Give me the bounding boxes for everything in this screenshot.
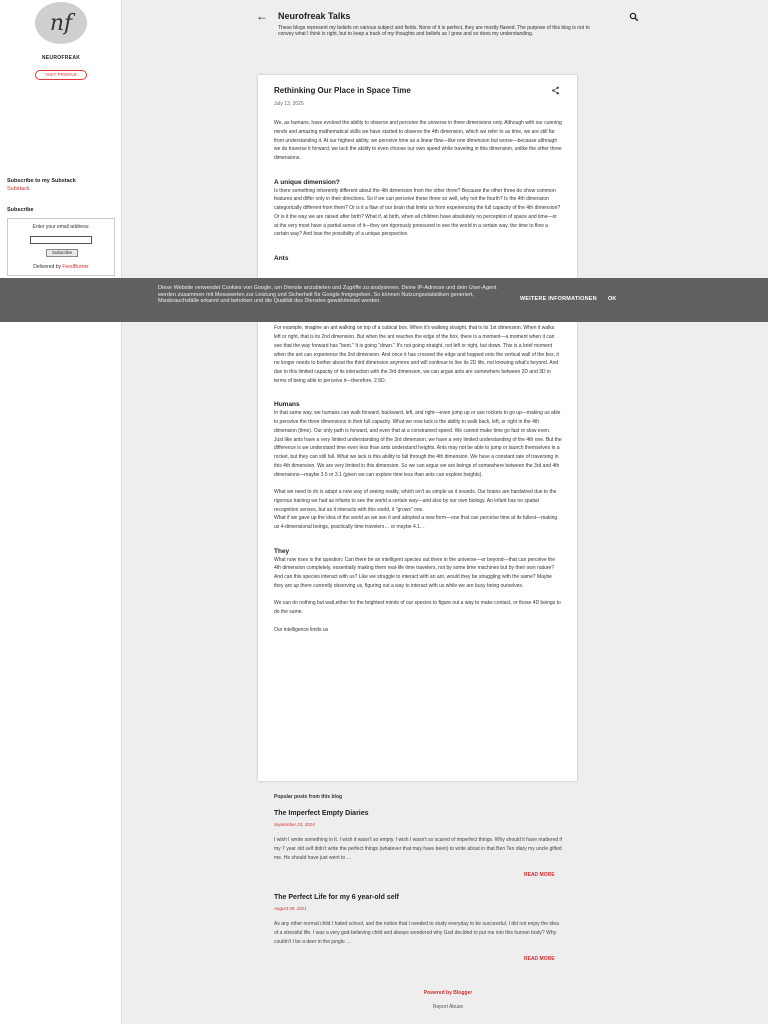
heading-they: They [274,547,290,555]
paragraph-humans-2: Just like ants have a very limited understanding of the 3rd dimension, we have a very limited understanding of the 4th one. But the difference is we understand time even less than ants understand heights. Ants may not be able to jump or launch themselves in a rocket, but they can still fall. What we lack is this ability to fall through the 4th dimension. We have a constant rate of traversing in this 4th dimension. We are very limited in this dimension. So we can argue we are beings of somewhere between the 3rd and 4th dimensions—maybe 3.5 or 3.1 (given we can explore time less than ants can explore heights). [274,436,562,478]
post-intro: We, as humans, have evolved the ability to observe and perceive the universe in three dimensions only. Although with our cunning minds and amazing mathematical skills we have started to observe the 4th dimension, which we refer to as time, we are still far from understanding it. At our highest ability, we perceive time as a linear flow—like one dimension but worse—because although we do traverse it forward, we lack the ability to even choose our own speed while traveling in this dimension, unlike the other three dimensions. [274,120,562,161]
report-abuse-link[interactable]: Report Abuse [432,1004,464,1010]
popular-posts-heading: Popular posts from this blog [274,794,343,800]
substack-widget [7,178,117,192]
email-input[interactable] [30,236,92,244]
subscribe-button[interactable]: Subscribe [46,249,78,257]
email-subscribe-form [7,218,115,276]
popular-post-snippet: As any other normal child I hated school, and the notion that I needed to study everyday to be successful. I did not enjoy the idea of a stressful life. I was a very god-believing child and always wondered why God decided to put me into this human body? Why couldn't I be a deer in the jungle … [274,921,559,945]
popular-post [274,894,564,947]
substack-title: Subscribe to my Substack [7,178,76,184]
cookie-banner [0,278,768,322]
share-icon[interactable] [551,86,560,95]
powered-by-blogger[interactable]: Powered by Blogger [423,990,473,996]
popular-post-date: August 09, 2021 [274,906,307,911]
cookie-more-info-button[interactable]: WEITERE INFORMATIONEN [520,296,597,302]
popular-post [274,810,564,863]
heading-unique-dimension: A unique dimension? [274,178,340,186]
search-icon[interactable] [629,12,639,22]
read-more-link[interactable]: READ MORE [524,956,555,962]
post-title[interactable]: Rethinking Our Place in Space Time [274,86,411,95]
visit-profile-button[interactable]: VISIT PROFILE [35,70,87,80]
post-body [274,119,562,634]
popular-post-title[interactable]: The Perfect Life for my 6 year-old self [274,894,399,901]
paragraph-humans-3: What we need to do is adapt a new way of seeing reality, which isn't as simple as it sounds. Our brains are hardwired due to the rigorous training we had as infants to see the world a certain way—and also by our own biology. An infant has no spatial recognition senses, but as it interacts with this world, it "grows" one. [274,489,557,513]
post-date: July 13, 2025 [274,101,304,107]
popular-post-snippet: I wish I wrote something in it. I wish it wasn't so empty. I wish I wasn't so scared of imperfect things. Why should it have mattered if my 7 year old self didn't write the perfect things (whatever that may have been) to write about in that Ben Ten diary my uncle gifted me. He should have just went to … [274,837,563,861]
email-label: Enter your email address: [32,224,90,230]
substack-link[interactable]: Substack [7,186,30,192]
paragraph-they: What now rises is the question: Can there be an intelligent species out there in the universe—or beyond—that can perceive the 4th dimension completely, essentially making them real-life time travelers, not by some time machines but by their own nature? And can this species interact with us? Like we struggle to interact with an ant, would they be struggling with the same? Maybe they are up there currently observing us, figuring out a way to interact with us while we are busy being ourselves. [274,556,555,589]
heading-ants: Ants [274,254,289,262]
cookie-text: Diese Website verwendet Cookies von Google, um Dienste anzubieten und Zugriffe zu analysieren. Deine IP-Adresse und dein User-Agent werden zusammen mit Messwerten zur Leistung und Sicherheit für Google freigegeben. So können Nutzungsstatistiken generiert, Missbrauchsfälle erkannt und behoben und die Qualität des Dienstes gewährleistet werden. [158,285,497,304]
profile-name: NEUROFREAK [41,55,81,61]
delivered-by [8,264,114,270]
subscribe-title: Subscribe [7,207,34,213]
paragraph-humans-1: In that same way, we humans can walk forward, backward, left, and right—even jump up or use rockets to go up—making us able to perceive the three dimensions in their full capacity. What we now lack is the ability to walk back, left, or right in the 4th dimension (time). Our only path is forward, and even that at a constrained speed. We cannot make time go fast or slow even. [274,410,561,434]
paragraph-end: We can do nothing but wait,either for the brightest minds of our species to figure out a way to make contact, or those 4D beings to do the same. [274,600,561,615]
feedburner-link[interactable]: FeedBurner [62,264,89,270]
read-more-link[interactable]: READ MORE [524,872,555,878]
paragraph-humans-4: What if we gave up the idea of the world as we see it and adopted a new form—one that can perceive time at its fullest—making us 4-dimensional beings, practically time travelers… or maybe 4.1… [274,515,558,530]
paragraph-final: Our intelligence limits us [274,626,329,633]
delivered-prefix: Delivered by [33,264,63,270]
post-card [258,75,577,781]
avatar[interactable]: nf [35,2,87,44]
heading-humans: Humans [274,401,300,409]
paragraph-ants-2: For example, imagine an ant walking on top of a cubical box. When it's walking straight, that is its 1st dimension. When it walks left or right, that is its 2nd dimension. But when the ant reaches the edge of the box, there is a moment—a moment when it can see that the way forward has "bent." It is going "down." It's not going straight, not left or right, but down. This is a brief moment when the ant can experience the 3rd dimension. And once it has crossed the edge and hopped onto the vertical wall of the box, it no longer needs to bother about the third dimension anymore and will continue to live its 2D life, not knowing what's beyond. And due to this limited capacity of its interaction with the 3rd dimension, we can argue ants are somewhere between 2D and 3D in terms of being able to perceive it—therefore, 2.5D. [274,325,559,384]
paragraph-unique-dimension: Is there something inherently different about the 4th dimension from the other three? Because the other three do show common features and differ only in their directions. So if we can perceive these three so well, why not the fourth? Is the 4th dimension categorically different from them? Or is it a flaw of our brain that limits us from experiencing the full capacity of the 4th dimension? Or is it the way we are raised after birth? What if, at birth, when all children have absolutely no perception of space and time—or at the very most have a partial sense of it—they are rigorously pressured to see the world in a certain way, the time to flow a certain way? And lose the possibility of a unique perspective. [274,187,561,238]
back-arrow-icon[interactable]: ← [256,9,268,23]
blog-title[interactable]: Neurofreak Talks [278,11,351,21]
blog-description: These blogs represent my beliefs on various subject and fields. None of it is perfect, they are mostly flawed. The purpose of this blog is not to convey what I think is right, but to keep a track of my thoughts and beliefs as I grow and so does my understanding. [278,25,590,37]
popular-post-title[interactable]: The Imperfect Empty Diaries [274,810,369,817]
sidebar [0,0,122,1024]
popular-post-date: September 23, 2024 [274,822,315,827]
cookie-ok-button[interactable]: OK [608,296,617,302]
